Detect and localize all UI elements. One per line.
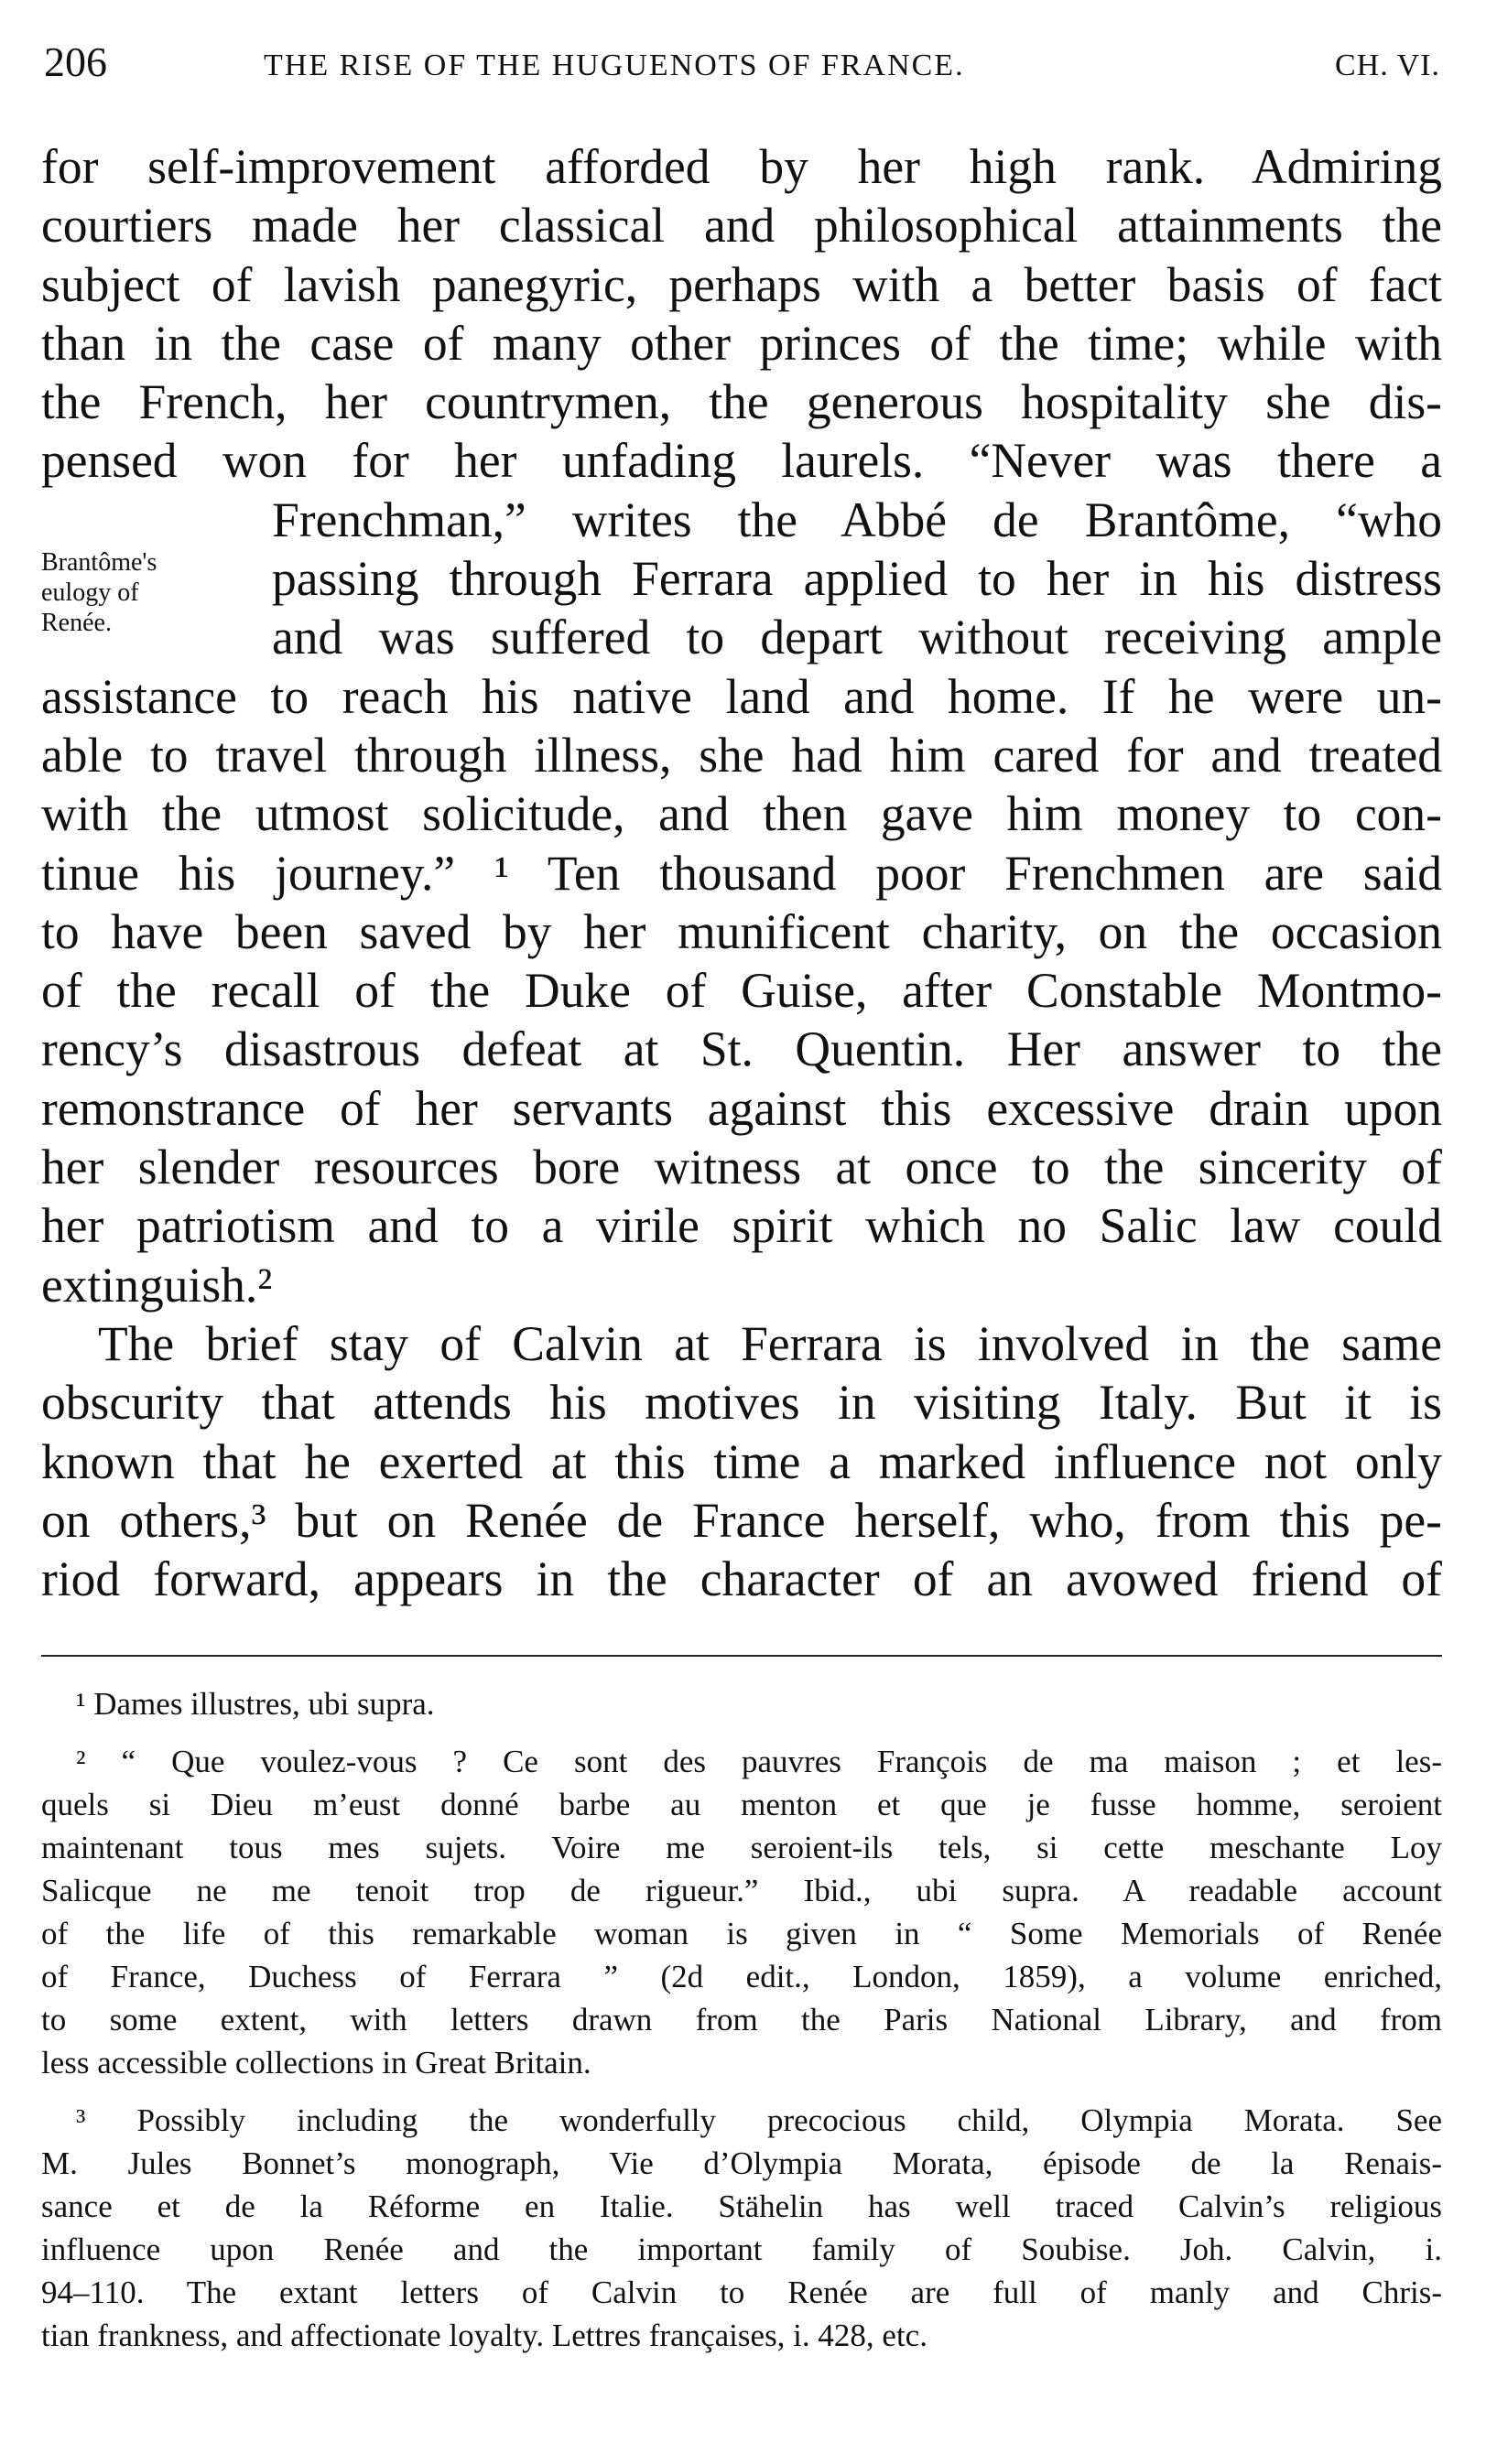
side-note-line: eulogy of	[41, 578, 139, 607]
footnote-gap	[41, 1725, 1442, 1740]
footnote-line: 94–110. The extant letters of Calvin to Renée are full of manly and Chris-	[41, 2275, 1442, 2310]
body-line: extinguish.²	[41, 1257, 273, 1313]
body-line: known that he exerted at this time a marked influence not only	[41, 1433, 1442, 1489]
body-line: pensed won for her unfading laurels. “Never was there a	[41, 433, 1442, 489]
footnote-line: quels si Dieu m’eust donné barbe au menton et que je fusse homme, seroient	[41, 1787, 1442, 1822]
body-line: her patriotism and to a virile spirit which no Salic law could	[41, 1198, 1442, 1254]
footnote-line: ¹ Dames illustres, ubi supra.	[76, 1686, 435, 1722]
footnote-line: influence upon Renée and the important family of Soubise. Joh. Calvin, i.	[41, 2232, 1442, 2267]
footnote-line: sance et de la Réforme en Italie. Stähelin has well traced Calvin’s religious	[41, 2188, 1442, 2224]
page-number: 206	[44, 38, 107, 85]
body-line: obscurity that attends his motives in visiting Italy. But it is	[41, 1375, 1442, 1431]
chapter-label: CH. VI.	[1335, 49, 1440, 82]
body-line: on others,³ but on Renée de France herself, who, from this pe-	[41, 1492, 1442, 1548]
footnote-line: M. Jules Bonnet’s monograph, Vie d’Olympia Morata, épisode de la Renais-	[41, 2145, 1442, 2181]
body-line: and was suffered to depart without receiving ample	[272, 610, 1442, 665]
footnote-line: tian frankness, and affectionate loyalty. Lettres françaises, i. 428, etc.	[41, 2318, 927, 2353]
footnote-line: maintenant tous mes sujets. Voire me seroient-ils tels, si cette meschante Loy	[41, 1830, 1442, 1865]
body-line: assistance to reach his native land and home. If he were un-	[41, 668, 1442, 724]
footnote-line: ² “ Que voulez-vous ? Ce sont des pauvres François de ma maison ; et les-	[76, 1744, 1442, 1779]
body-line: tinue his journey.” ¹ Ten thousand poor Frenchmen are said	[41, 845, 1442, 901]
footnote-line: of the life of this remarkable woman is given in “ Some Memorials of Renée	[41, 1916, 1442, 1951]
footnote-line: less accessible collections in Great Britain.	[41, 2045, 591, 2080]
body-line: able to travel through illness, she had him cared for and treated	[41, 727, 1442, 783]
footnote-gap	[41, 2084, 1442, 2099]
running-title: THE RISE OF THE HUGUENOTS OF FRANCE.	[264, 49, 965, 82]
body-line: than in the case of many other princes of the time; while with	[41, 315, 1442, 371]
side-note-line: Renée.	[41, 609, 112, 637]
footnote-line: Salicque ne me tenoit trop de rigueur.” Ibid., ubi supra. A readable account	[41, 1873, 1442, 1908]
body-line: remonstrance of her servants against this excessive drain upon	[41, 1080, 1442, 1136]
body-line: her slender resources bore witness at once to the sincerity of	[41, 1140, 1442, 1195]
footnote-line: ³ Possibly including the wonderfully precocious child, Olympia Morata. See	[76, 2102, 1442, 2138]
footnote-rule	[41, 1655, 1442, 1657]
body-line: Frenchman,” writes the Abbé de Brantôme, “who	[272, 492, 1442, 547]
body-text	[41, 137, 1442, 1608]
body-line: the French, her countrymen, the generous hospitality she dis-	[41, 374, 1442, 430]
running-head	[44, 35, 1440, 90]
body-line: passing through Ferrara applied to her in his distress	[272, 551, 1442, 607]
body-line: subject of lavish panegyric, perhaps with a better basis of fact	[41, 256, 1442, 312]
footnotes	[41, 1682, 1442, 2357]
body-line: rency’s disastrous defeat at St. Quentin. Her answer to the	[41, 1021, 1442, 1077]
body-line: for self-improvement afforded by her high rank. Admiring	[41, 139, 1442, 194]
body-line: of the recall of the Duke of Guise, after Constable Montmo-	[41, 963, 1442, 1019]
body-line: to have been saved by her munificent charity, on the occasion	[41, 903, 1442, 959]
body-line: with the utmost solicitude, and then gave him money to con-	[41, 786, 1442, 842]
body-line: riod forward, appears in the character of an avowed friend of	[41, 1551, 1442, 1607]
side-note-line: Brantôme's	[41, 548, 157, 577]
footnote-line: of France, Duchess of Ferrara ” (2d edit., London, 1859), a volume enriched,	[41, 1959, 1442, 1994]
body-line: The brief stay of Calvin at Ferrara is involved in the same	[98, 1315, 1442, 1371]
body-line: courtiers made her classical and philosophical attainments the	[41, 198, 1442, 254]
footnote-line: to some extent, with letters drawn from the Paris National Library, and from	[41, 2002, 1442, 2037]
